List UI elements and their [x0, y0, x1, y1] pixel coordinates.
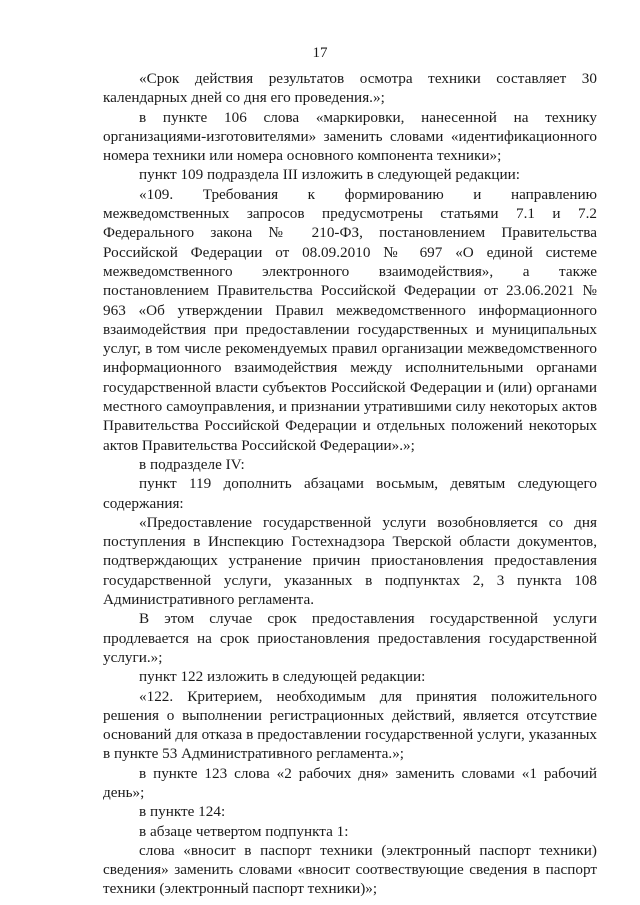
paragraph: пункт 122 изложить в следующей редакции: — [139, 668, 426, 686]
paragraph: пункт 119 дополнить абзацами восьмым, девятым следующего содержания: — [103, 475, 597, 512]
paragraph: в абзаце четвертом подпункта 1: — [139, 822, 349, 840]
paragraph: «Срок действия результатов осмотра техники составляет 30 календарных дней со дня его проведения.»; — [103, 70, 597, 107]
paragraph: в пункте 106 слова «маркировки, нанесенной на технику организациями-изготовителями» заменить словами «идентификационного номера техники или номера основного компонента техники»; — [103, 108, 597, 165]
document-body — [103, 69, 597, 899]
paragraph: слова «вносит в паспорт техники (электронный паспорт техники) сведения» заменить словами «вносит соотвествующие сведения в паспорт техники (электронный паспорт техники)»; — [103, 841, 597, 898]
paragraph: в пункте 124: — [139, 803, 226, 821]
paragraph: «109. Требования к формированию и направлению межведомственных запросов предусмотрены статьями 7.1 и 7.2 Федерального закона № 210-ФЗ, постановлением Правительства Российской Федерации от 08.09.2010 № 697 «О единой системе межведомственного электронного взаимодействия», а также постановлением Правительства Российской Федерации от 23.06.2021 № 963 «Об утверждении Правил межведомственного информационного взаимодействия при предоставлении государственных и муниципальных услуг, в том числе рекомендуемых правил организации межведомственного информационного взаимодействия между исполнительными органами государственной власти субъектов Российской Федерации и (или) органами местного самоуправления, и признании утратившими силу некоторых актов Правительства Российской Федерации и отдельных положений некоторых актов Правительства Российской Федерации».»; — [103, 185, 597, 454]
paragraph: «122. Критерием, необходимым для принятия положительного решения о выполнении регистрационных действий, является отсутствие оснований для отказа в предоставлении государственной услуги, указанных в пункте 53 Административного регламента.»; — [103, 687, 597, 763]
paragraph: в пункте 123 слова «2 рабочих дня» заменить словами «1 рабочий день»; — [103, 764, 597, 801]
paragraph: в подразделе IV: — [139, 455, 245, 473]
paragraph: пункт 109 подраздела III изложить в следующей редакции: — [139, 166, 521, 184]
page-number: 17 — [312, 45, 328, 61]
paragraph: «Предоставление государственной услуги возобновляется со дня поступления в Инспекцию Гостехнадзора Тверской области документов, подтверждающих устранение причин приостановления предоставления государственной услуги, указанных в подпунктах 2, 3 пункта 108 Административного регламента. — [103, 513, 597, 609]
paragraph: В этом случае срок предоставления государственной услуги продлевается на срок приостановления предоставления государственной услуги.»; — [103, 610, 597, 666]
